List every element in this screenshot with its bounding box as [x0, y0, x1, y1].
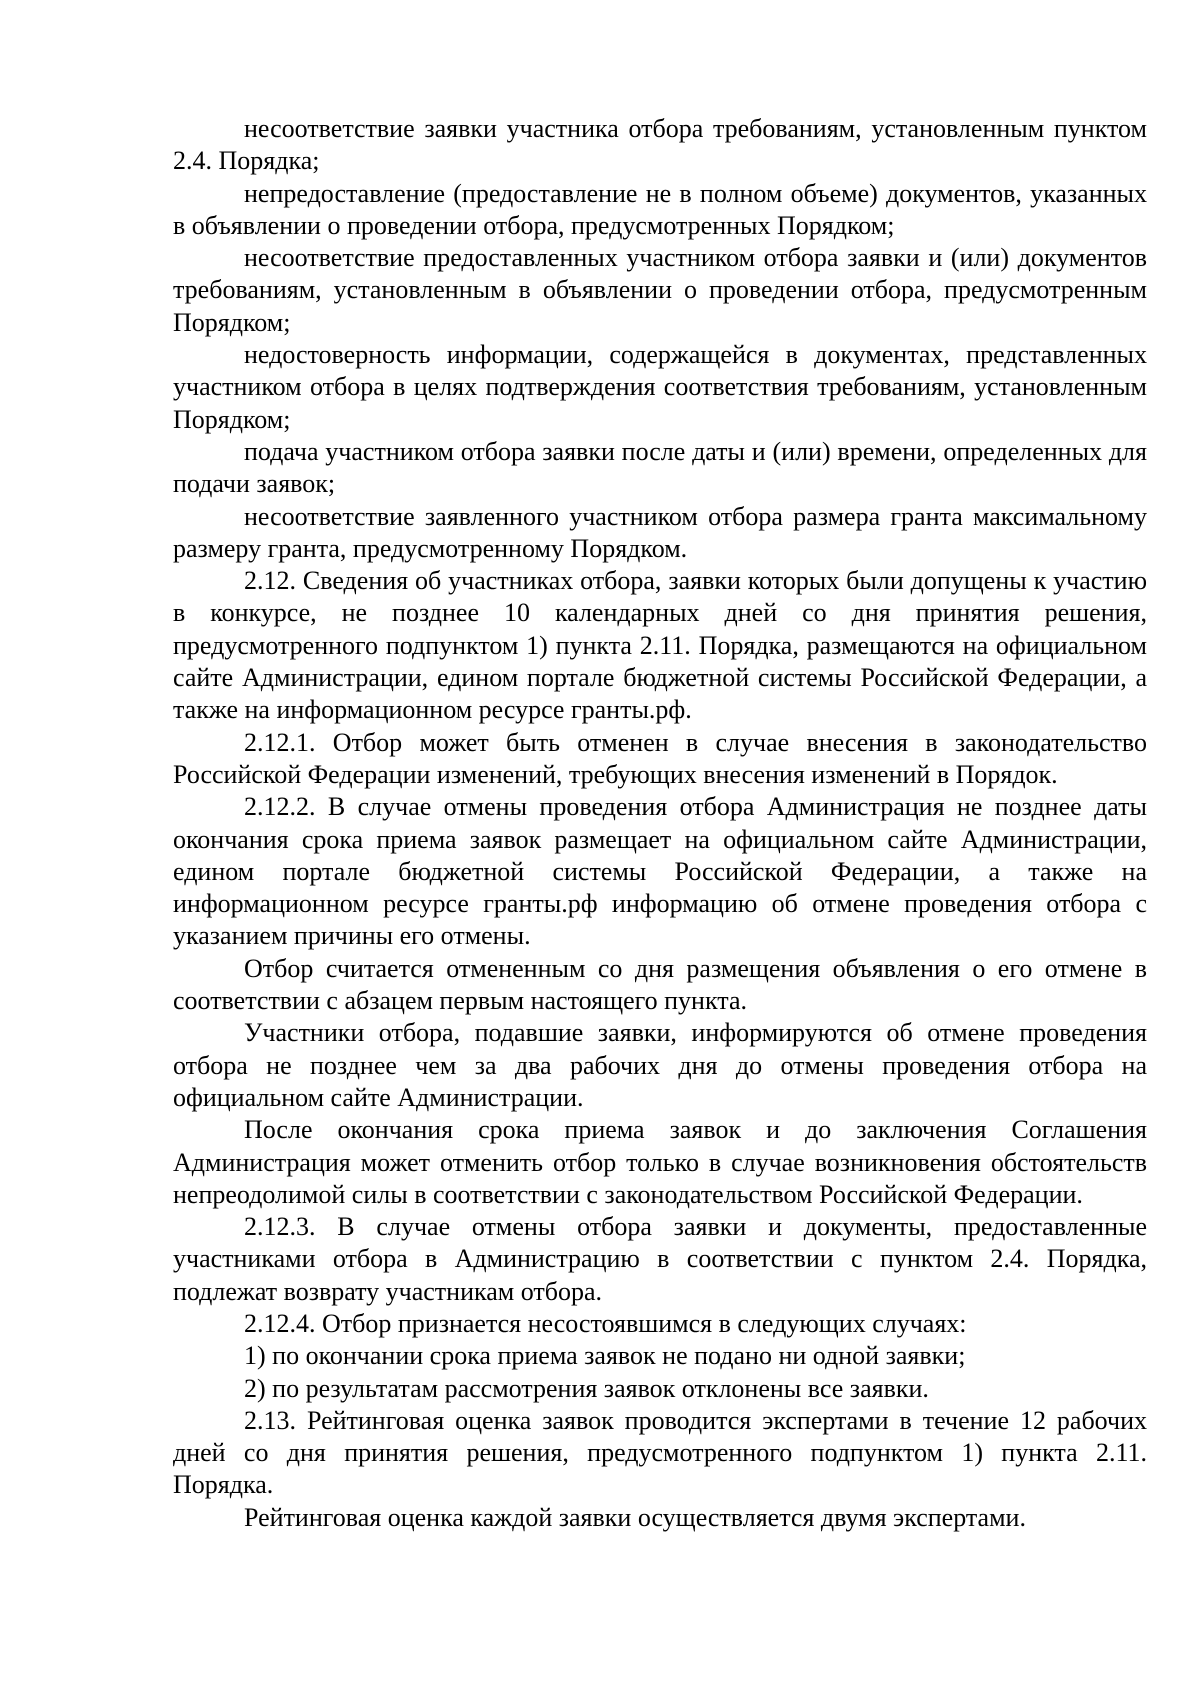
list-item-no-applications: 1) по окончании срока приема заявок не подано ни одной заявки;: [244, 1341, 966, 1371]
paragraph-criterion-false-information: недостоверность информации, содержащейся в документах, представленных участником отбора в целях подтверждения соответствия требованиям, установленным Порядком;: [173, 340, 1147, 434]
paragraph-criterion-grant-size: несоответствие заявленного участником отбора размера гранта максимальному размеру гранта, предусмотренному Порядком.: [173, 501, 1147, 563]
paragraph-2-12-2: 2.12.2. В случае отмены проведения отбора Администрация не позднее даты окончания срока приема заявок размещает на официальном сайте Администрации, едином портале бюджетной системы Российской Федерации, а также на информационном ресурсе гранты.рф информацию об отмене проведения отбора с указанием причины его отмены.: [173, 792, 1147, 951]
list-item-all-rejected: 2) по результатам рассмотрения заявок отклонены все заявки.: [244, 1373, 929, 1403]
paragraph-force-majeure: После окончания срока приема заявок и до заключения Соглашения Администрация может отменить отбор только в случае возникновения обстоятельств непреодолимой силы в соответствии с законодательством Российской Федерации.: [173, 1115, 1147, 1209]
paragraph-criterion-application-mismatch: несоответствие заявки участника отбора требованиям, установленным пунктом 2.4. Порядка;: [173, 114, 1147, 176]
paragraph-criterion-documents-missing: непредоставление (предоставление не в полном объеме) документов, указанных в объявлении о проведении отбора, предусмотренных Порядком;: [173, 178, 1147, 240]
paragraph-criterion-late-submission: подача участником отбора заявки после даты и (или) времени, определенных для подачи заявок;: [173, 436, 1147, 499]
document-page: [173, 113, 1147, 1534]
paragraph-2-12-1: 2.12.1. Отбор может быть отменен в случае внесения в законодательство Российской Федерации изменений, требующих внесения изменений в Порядок.: [173, 727, 1147, 789]
paragraph-two-experts: Рейтинговая оценка каждой заявки осуществляется двумя экспертами.: [244, 1502, 1026, 1532]
paragraph-2-12-3: 2.12.3. В случае отмены отбора заявки и документы, предоставленные участниками отбора в Администрацию в соответствии с пунктом 2.4. Порядка, подлежат возврату участникам отбора.: [173, 1212, 1147, 1306]
paragraph-participants-informed: Участники отбора, подавшие заявки, информируются об отмене проведения отбора не позднее чем за два рабочих дня до отмены проведения отбора на официальном сайте Администрации.: [173, 1018, 1147, 1112]
paragraph-2-12: 2.12. Сведения об участниках отбора, заявки которых были допущены к участию в конкурсе, не позднее 10 календарных дней со дня принятия решения, предусмотренного подпунктом 1) пункта 2.11. Порядка, размещаются на официальном сайте Администрации, едином портале бюджетной системы Российской Федерации, а также на информационном ресурсе гранты.рф.: [173, 566, 1147, 725]
paragraph-criterion-documents-mismatch: несоответствие предоставленных участником отбора заявки и (или) документов требованиям, установленным в объявлении о проведении отбора, предусмотренным Порядком;: [173, 243, 1147, 337]
paragraph-2-13: 2.13. Рейтинговая оценка заявок проводится экспертами в течение 12 рабочих дней со дня принятия решения, предусмотренного подпунктом 1) пункта 2.11. Порядка.: [173, 1405, 1147, 1500]
paragraph-2-12-4: 2.12.4. Отбор признается несостоявшимся в следующих случаях:: [244, 1308, 967, 1338]
paragraph-cancellation-effective: Отбор считается отмененным со дня размещения объявления о его отмене в соответствии с абзацем первым настоящего пункта.: [173, 953, 1147, 1016]
